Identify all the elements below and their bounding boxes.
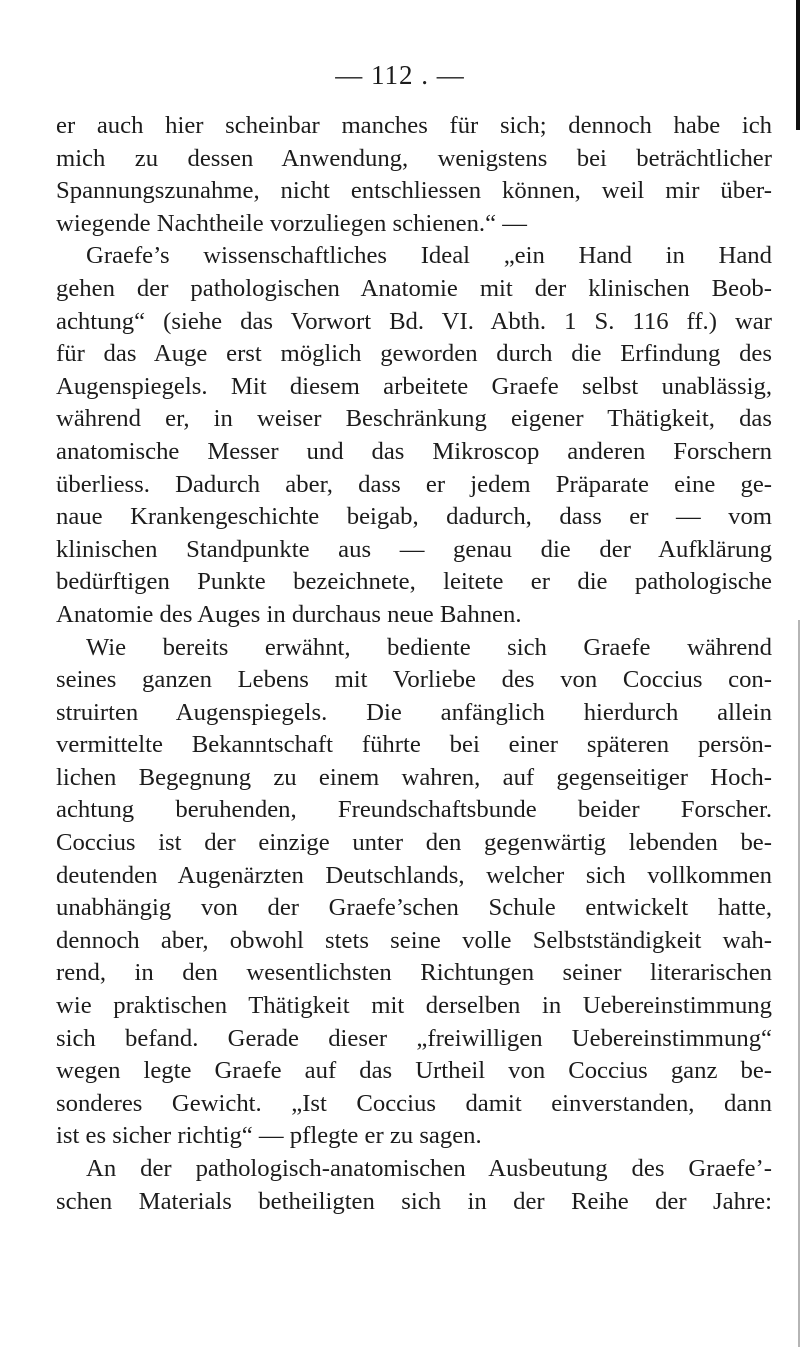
text-line: struirten Augenspiegels. Die anfänglich hierdurch allein: [56, 698, 772, 726]
text-line: lichen Begegnung zu einem wahren, auf gegenseitiger Hoch-: [56, 763, 772, 791]
text-line: überliess. Dadurch aber, dass er jedem Präparate eine ge-: [56, 470, 772, 498]
text-line: dennoch aber, obwohl stets seine volle Selbstständigkeit wah-: [56, 926, 772, 954]
page-number: — 112 . —: [335, 60, 465, 90]
text-line: wie praktischen Thätigkeit mit derselben in Uebereinstimmung: [56, 992, 772, 1020]
text-line: unabhängig von der Graefe’schen Schule entwickelt hatte,: [56, 894, 772, 922]
text-line: Graefe’s wissenschaftliches Ideal „ein Hand in Hand: [86, 242, 772, 270]
text-line: naue Krankengeschichte beigab, dadurch, dass er — vom: [56, 503, 772, 531]
text-line: achtung beruhenden, Freundschaftsbunde beider Forscher.: [56, 796, 772, 824]
text-line: sonderes Gewicht. „Ist Coccius damit einverstanden, dann: [56, 1089, 772, 1117]
text-line: anatomische Messer und das Mikroscop anderen Forschern: [56, 437, 772, 465]
text-line: klinischen Standpunkte aus — genau die der Aufklärung: [56, 535, 772, 563]
text-line: Anatomie des Auges in durchaus neue Bahnen.: [56, 600, 522, 628]
text-line: rend, in den wesentlichsten Richtungen seiner literarischen: [56, 959, 772, 987]
text-line: Spannungszunahme, nicht entschliessen können, weil mir über-: [56, 177, 772, 205]
text-line: schen Materials betheiligten sich in der Reihe der Jahre:: [56, 1187, 772, 1215]
text-line: Augenspiegels. Mit diesem arbeitete Graefe selbst unablässig,: [56, 372, 772, 400]
text-line: Wie bereits erwähnt, bediente sich Graefe während: [86, 633, 772, 661]
text-line: wegen legte Graefe auf das Urtheil von Coccius ganz be-: [56, 1057, 772, 1085]
text-line: wiegende Nachtheile vorzuliegen schienen.“ —: [56, 209, 527, 237]
text-line: achtung“ (siehe das Vorwort Bd. VI. Abth. 1 S. 116 ff.) war: [56, 307, 772, 335]
text-line: Coccius ist der einzige unter den gegenwärtig lebenden be-: [56, 829, 772, 857]
body-text: [56, 110, 772, 1218]
text-line: gehen der pathologischen Anatomie mit der klinischen Beob-: [56, 274, 772, 302]
text-line: sich befand. Gerade dieser „freiwilligen Uebereinstimmung“: [56, 1024, 772, 1052]
text-line: vermittelte Bekanntschaft führte bei einer späteren persön-: [56, 731, 772, 759]
text-line: während er, in weiser Beschränkung eigener Thätigkeit, das: [56, 405, 772, 433]
text-line: seines ganzen Lebens mit Vorliebe des von Coccius con-: [56, 666, 772, 694]
text-line: für das Auge erst möglich geworden durch die Erfindung des: [56, 340, 772, 368]
text-line: An der pathologisch-anatomischen Ausbeutung des Graefe’-: [86, 1155, 772, 1182]
text-line: ist es sicher richtig“ — pflegte er zu sagen.: [56, 1122, 482, 1150]
text-line: deutenden Augenärzten Deutschlands, welcher sich vollkommen: [56, 861, 772, 889]
text-line: er auch hier scheinbar manches für sich; dennoch habe ich: [56, 112, 772, 139]
text-line: bedürftigen Punkte bezeichnete, leitete er die pathologische: [56, 568, 772, 596]
text-line: mich zu dessen Anwendung, wenigstens bei beträchtlicher: [56, 144, 772, 172]
